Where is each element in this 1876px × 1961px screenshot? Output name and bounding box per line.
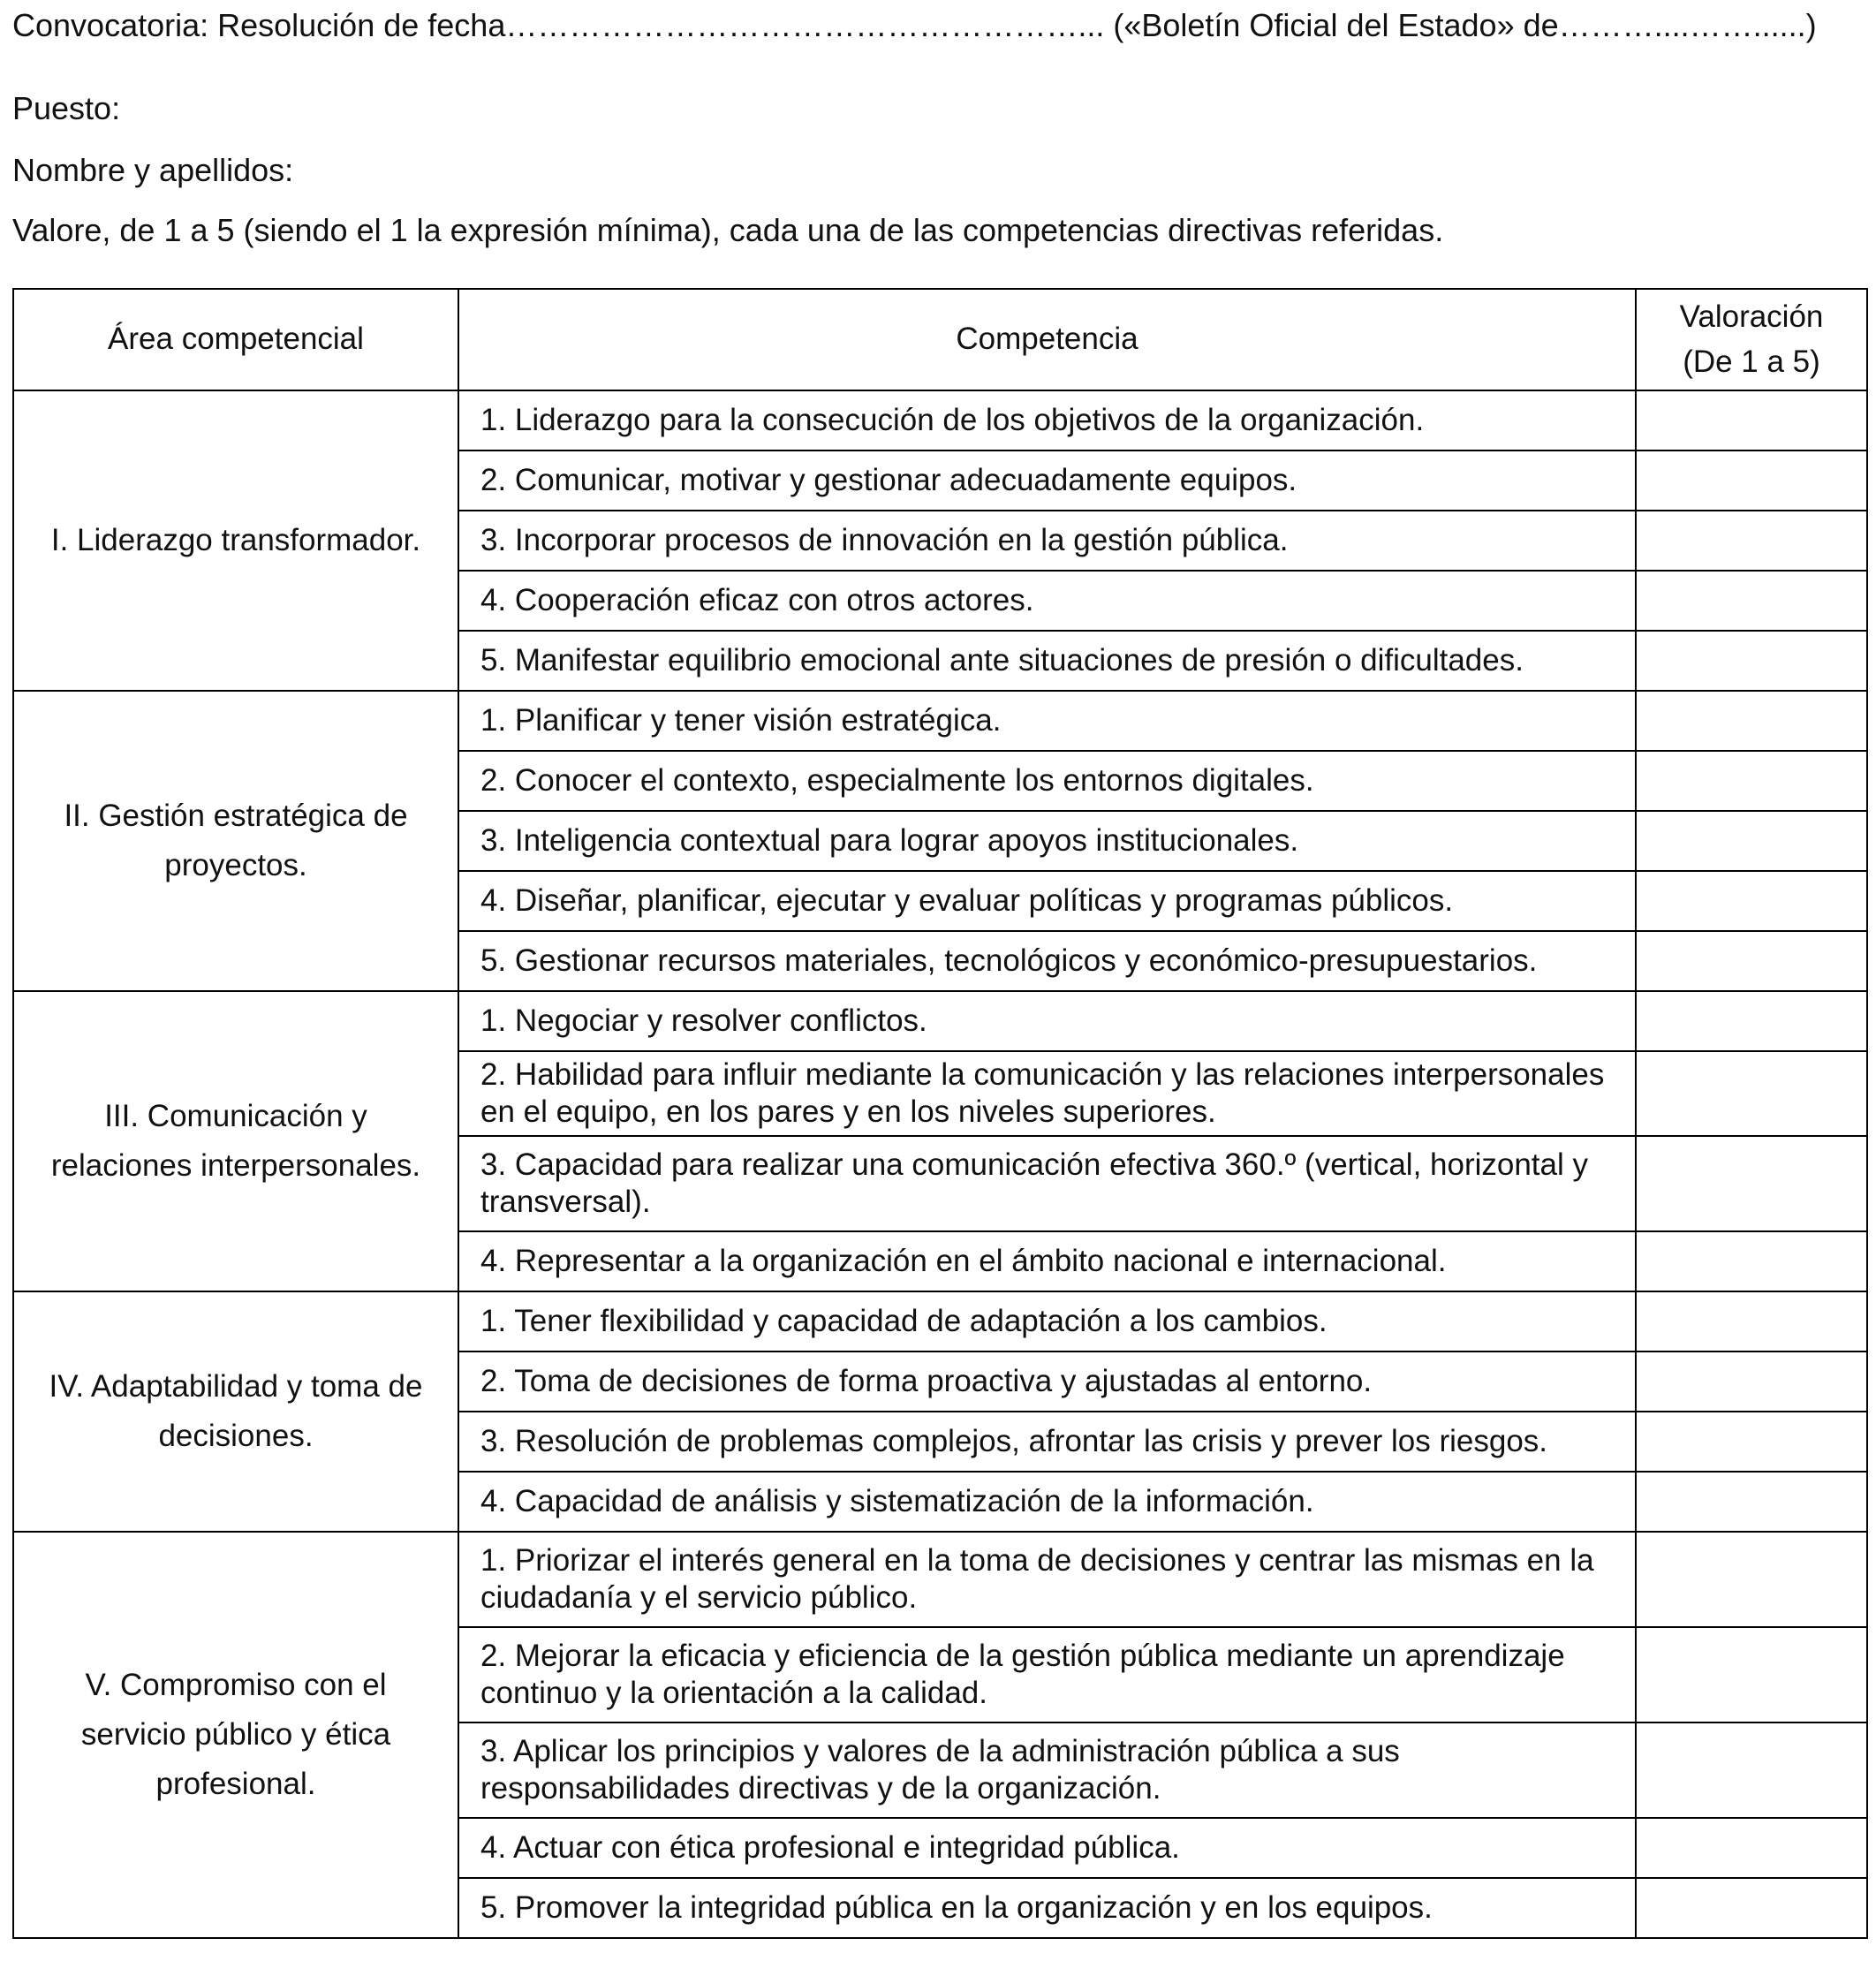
valoracion-cell[interactable]	[1636, 871, 1867, 931]
valoracion-cell[interactable]	[1636, 511, 1867, 571]
competencia-cell: 4. Diseñar, planificar, ejecutar y evaluar políticas y programas públicos.	[458, 871, 1636, 931]
competencia-cell: 4. Capacidad de análisis y sistematización de la información.	[458, 1472, 1636, 1532]
table-row	[13, 1532, 1867, 1627]
competencia-cell: 2. Comunicar, motivar y gestionar adecuadamente equipos.	[458, 450, 1636, 511]
valoracion-cell[interactable]	[1636, 450, 1867, 511]
header-valoracion	[1636, 289, 1867, 390]
table-row	[13, 390, 1867, 450]
valoracion-cell[interactable]	[1636, 1136, 1867, 1231]
competencia-cell: 3. Capacidad para realizar una comunicación efectiva 360.º (vertical, horizontal y transversal).	[458, 1136, 1636, 1231]
header-valoracion-line2: (De 1 a 5)	[1683, 344, 1820, 379]
valoracion-cell[interactable]	[1636, 631, 1867, 691]
instruction-text: Valore, de 1 a 5 (siendo el 1 la expresión mínima), cada una de las competencias directivas referidas.	[12, 212, 1444, 248]
puesto-label: Puesto:	[12, 90, 121, 126]
valoracion-cell[interactable]	[1636, 390, 1867, 450]
competency-table	[12, 288, 1868, 1939]
competencia-cell: 3. Resolución de problemas complejos, afrontar las crisis y prever los riesgos.	[458, 1412, 1636, 1472]
table-header-row	[13, 289, 1867, 390]
nombre-label: Nombre y apellidos:	[12, 152, 294, 188]
competencia-cell: 3. Inteligencia contextual para lograr apoyos institucionales.	[458, 811, 1636, 871]
area-cell: III. Comunicación y relaciones interpersonales.	[13, 991, 458, 1291]
valoracion-cell[interactable]	[1636, 931, 1867, 991]
table-row	[13, 991, 1867, 1051]
valoracion-cell[interactable]	[1636, 1532, 1867, 1627]
competencia-cell: 1. Negociar y resolver conflictos.	[458, 991, 1636, 1051]
valoracion-cell[interactable]	[1636, 1051, 1867, 1136]
valoracion-cell[interactable]	[1636, 751, 1867, 811]
valoracion-cell[interactable]	[1636, 571, 1867, 631]
valoracion-cell[interactable]	[1636, 1627, 1867, 1722]
competencia-cell: 2. Mejorar la eficacia y eficiencia de la gestión pública mediante un aprendizaje continuo y la orientación a la calidad.	[458, 1627, 1636, 1722]
valoracion-cell[interactable]	[1636, 1818, 1867, 1878]
area-cell: II. Gestión estratégica de proyectos.	[13, 691, 458, 991]
competencia-cell: 4. Representar a la organización en el ámbito nacional e internacional.	[458, 1231, 1636, 1291]
valoracion-cell[interactable]	[1636, 1412, 1867, 1472]
competencia-cell: 5. Gestionar recursos materiales, tecnológicos y económico-presupuestarios.	[458, 931, 1636, 991]
table-row	[13, 691, 1867, 751]
competencia-cell: 2. Toma de decisiones de forma proactiva y ajustadas al entorno.	[458, 1352, 1636, 1412]
competencia-cell: 3. Aplicar los principios y valores de la administración pública a sus responsabilidades directivas y de la organización.	[458, 1722, 1636, 1818]
convocatoria-line: Convocatoria: Resolución de fecha………………………………………………... («Boletín Oficial del Estado» de………....……......)	[12, 7, 1817, 43]
valoracion-cell[interactable]	[1636, 1291, 1867, 1352]
competencia-cell: 1. Priorizar el interés general en la toma de decisiones y centrar las mismas en la ciudadanía y el servicio público.	[458, 1532, 1636, 1627]
area-cell: V. Compromiso con el servicio público y ética profesional.	[13, 1532, 458, 1938]
competencia-cell: 2. Habilidad para influir mediante la comunicación y las relaciones interpersonales en el equipo, en los pares y en los niveles superiores.	[458, 1051, 1636, 1136]
area-cell: I. Liderazgo transformador.	[13, 390, 458, 691]
competencia-cell: 5. Promover la integridad pública en la organización y en los equipos.	[458, 1878, 1636, 1938]
valoracion-cell[interactable]	[1636, 1722, 1867, 1818]
competencia-cell: 4. Actuar con ética profesional e integridad pública.	[458, 1818, 1636, 1878]
valoracion-cell[interactable]	[1636, 991, 1867, 1051]
header-competencia: Competencia	[458, 289, 1636, 390]
valoracion-cell[interactable]	[1636, 1352, 1867, 1412]
header-area: Área competencial	[13, 289, 458, 390]
valoracion-cell[interactable]	[1636, 1231, 1867, 1291]
competencia-cell: 2. Conocer el contexto, especialmente los entornos digitales.	[458, 751, 1636, 811]
valoracion-cell[interactable]	[1636, 691, 1867, 751]
header-valoracion-line1: Valoración	[1679, 299, 1824, 334]
competencia-cell: 1. Planificar y tener visión estratégica.	[458, 691, 1636, 751]
valoracion-cell[interactable]	[1636, 1472, 1867, 1532]
competencia-cell: 1. Tener flexibilidad y capacidad de adaptación a los cambios.	[458, 1291, 1636, 1352]
valoracion-cell[interactable]	[1636, 1878, 1867, 1938]
valoracion-cell[interactable]	[1636, 811, 1867, 871]
competencia-cell: 5. Manifestar equilibrio emocional ante situaciones de presión o dificultades.	[458, 631, 1636, 691]
competencia-cell: 1. Liderazgo para la consecución de los objetivos de la organización.	[458, 390, 1636, 450]
competencia-cell: 4. Cooperación eficaz con otros actores.	[458, 571, 1636, 631]
competencia-cell: 3. Incorporar procesos de innovación en la gestión pública.	[458, 511, 1636, 571]
area-cell: IV. Adaptabilidad y toma de decisiones.	[13, 1291, 458, 1532]
table-row	[13, 1291, 1867, 1352]
